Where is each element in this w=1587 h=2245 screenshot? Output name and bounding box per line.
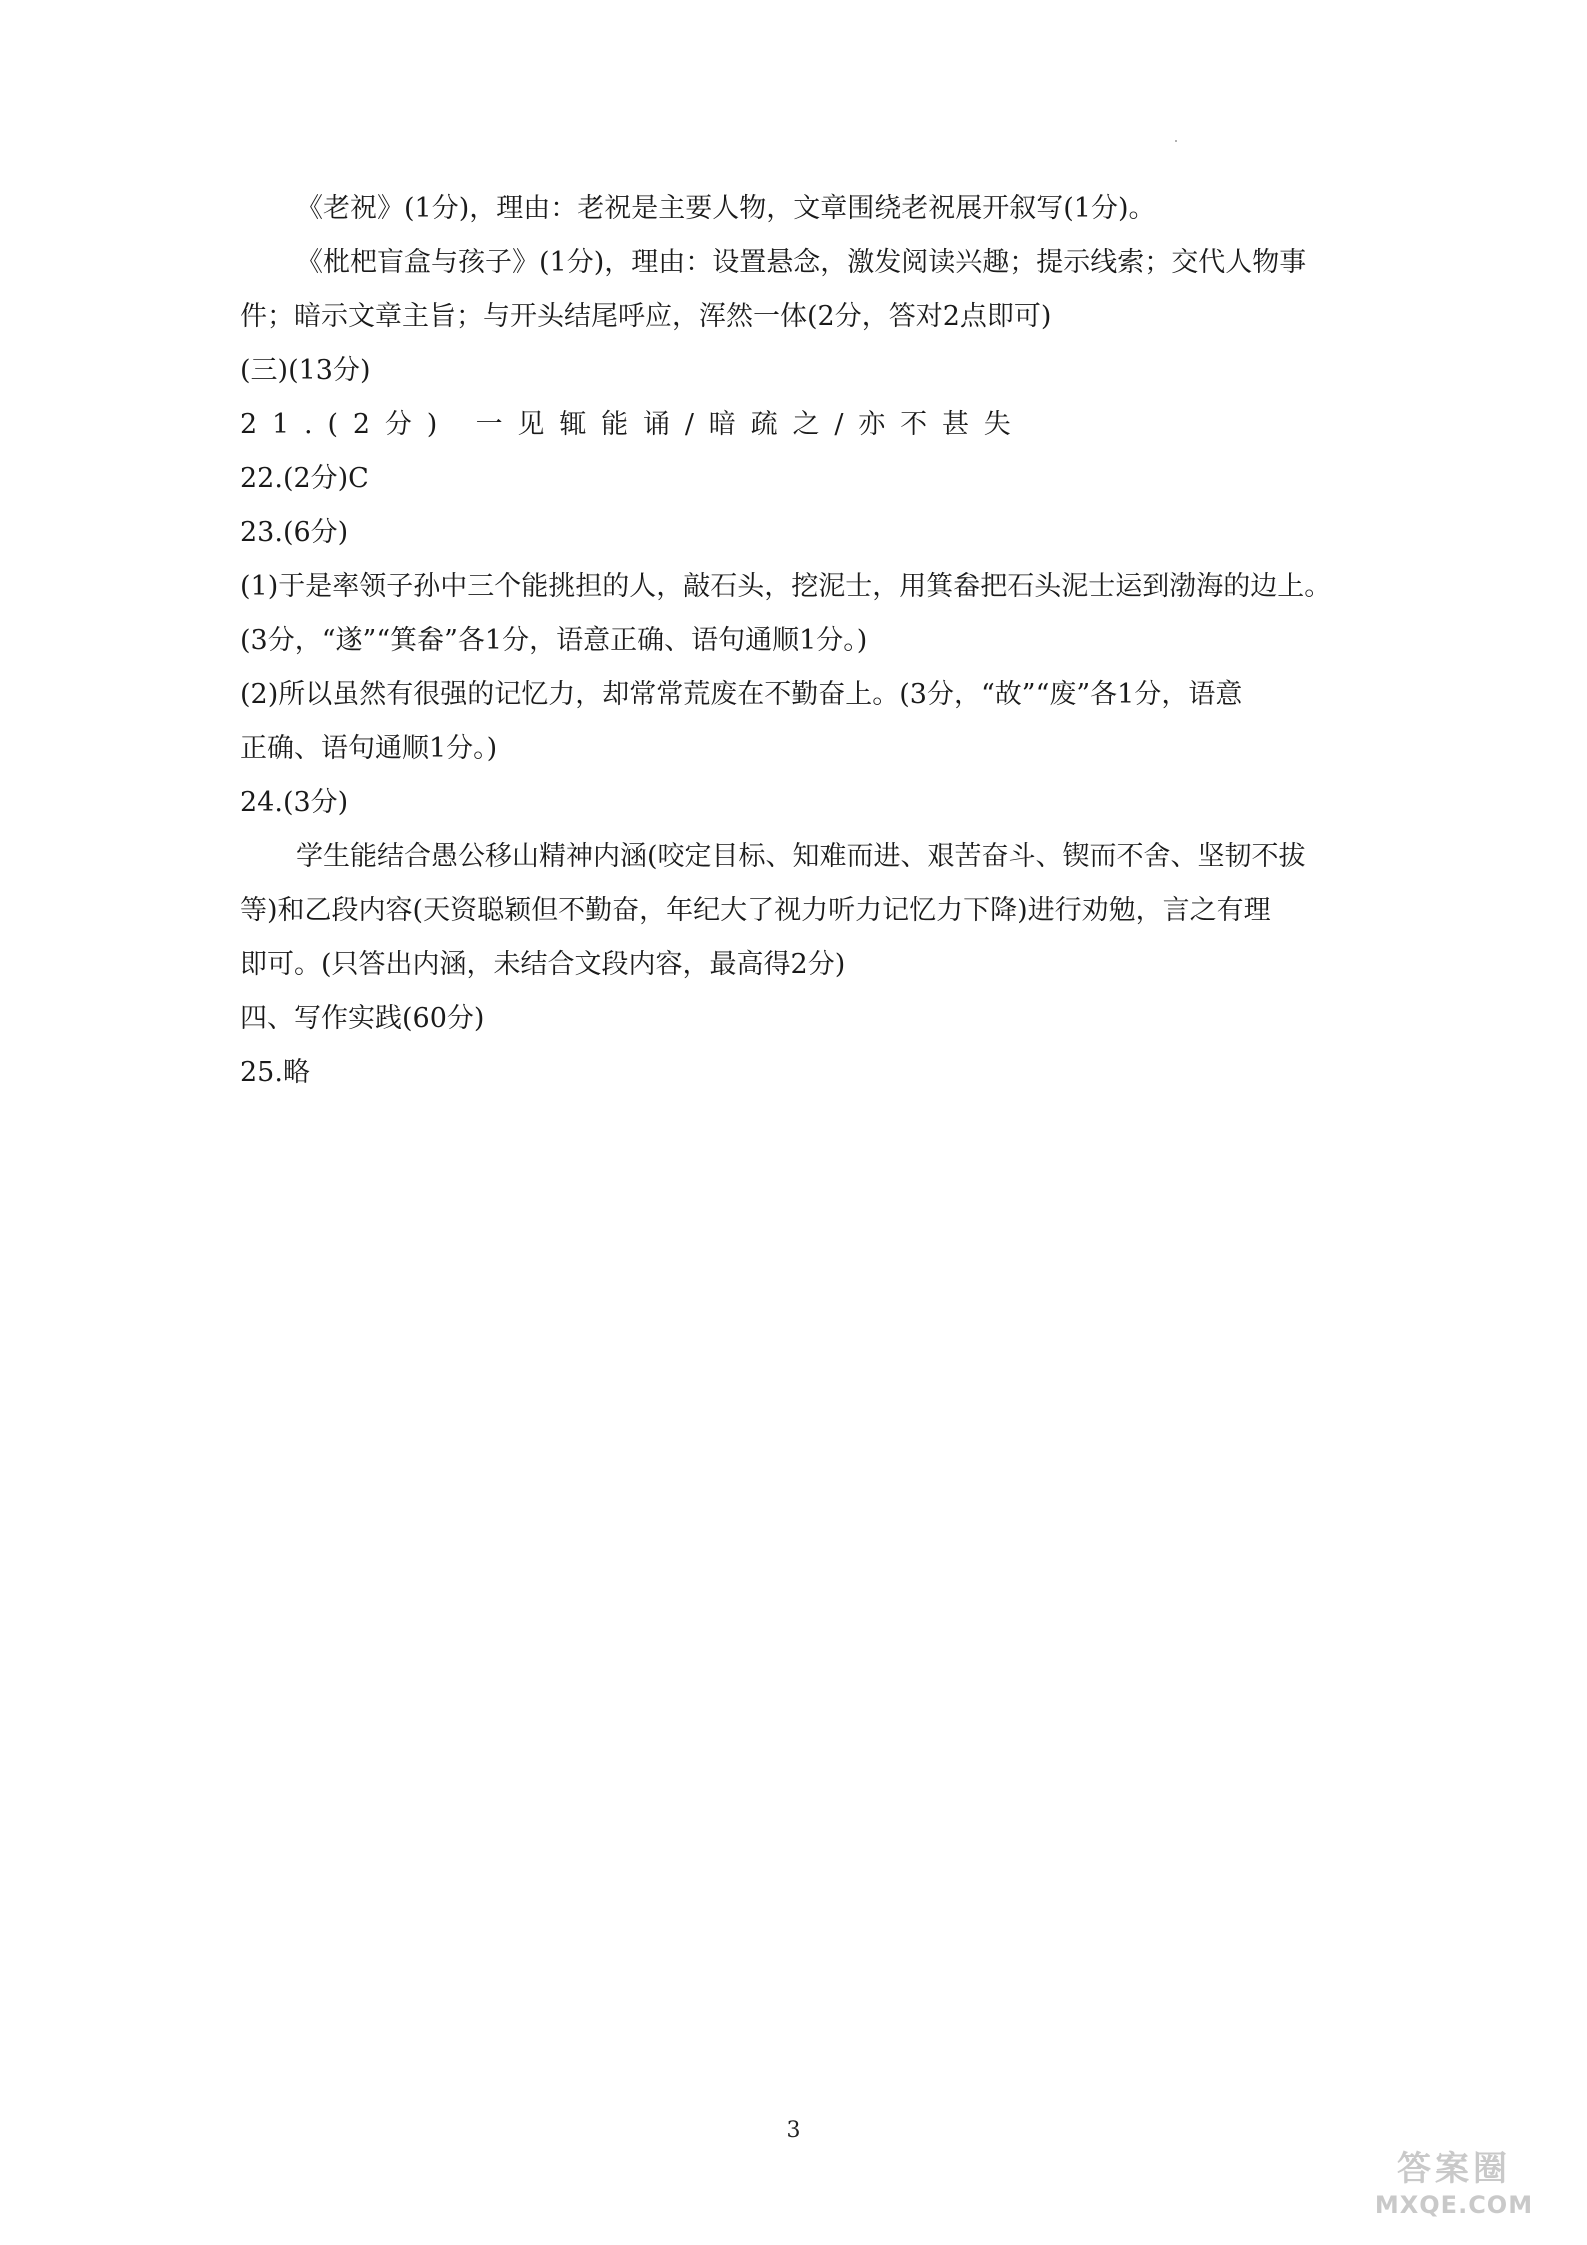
watermark-site: MXQE.COM [1374,2191,1534,2219]
watermark-mark: 答案圈 [1397,2149,1511,2189]
answer-key-body [240,182,1350,1100]
answer-line-1: 《老祝》(1分)，理由：老祝是主要人物，文章围绕老祝展开叙写(1分)。 [296,193,1156,224]
answer-24-line-2: 等)和乙段内容(天资聪颖但不勤奋，年纪大了视力听力记忆力下降)进行劝勉，言之有理 [240,895,1271,926]
answer-23-heading: 23.(6分) [240,517,349,548]
scan-speck [1175,140,1177,142]
answer-24-line-1: 学生能结合愚公移山精神内涵(咬定目标、知难而进、艰苦奋斗、锲而不舍、坚韧不拔 [296,841,1306,872]
section-heading-3: (三)(13分) [240,355,371,386]
answer-23-2-scoring: 正确、语句通顺1分。) [240,733,498,764]
answer-24-line-3: 即可。(只答出内涵，未结合文段内容，最高得2分) [240,949,846,980]
answer-24-heading: 24.(3分) [240,787,349,818]
answer-23-2: (2)所以虽然有很强的记忆力，却常常荒废在不勤奋上。(3分，“故”“废”各1分，语意 [240,679,1243,710]
answer-21: 21.(2分) 一见辄能诵/暗疏之/亦不甚失 [240,409,1026,440]
answer-line-3: 件；暗示文章主旨；与开头结尾呼应，浑然一体(2分，答对2点即可) [240,301,1052,332]
answer-22: 22.(2分)C [240,463,369,494]
answer-23-1-scoring: (3分，“遂”“箕畚”各1分，语意正确、语句通顺1分。) [240,625,868,656]
answer-23-1: (1)于是率领子孙中三个能挑担的人，敲石头，挖泥士，用箕畚把石头泥士运到渤海的边上。 [240,571,1332,602]
page-number: 3 [786,2118,801,2143]
watermark-logo [1349,2147,1559,2227]
section-heading-4: 四、写作实践(60分) [240,1003,485,1034]
answer-25: 25.略 [240,1057,310,1088]
answer-line-2: 《枇杷盲盒与孩子》(1分)，理由：设置悬念，激发阅读兴趣；提示线索；交代人物事 [296,247,1307,278]
